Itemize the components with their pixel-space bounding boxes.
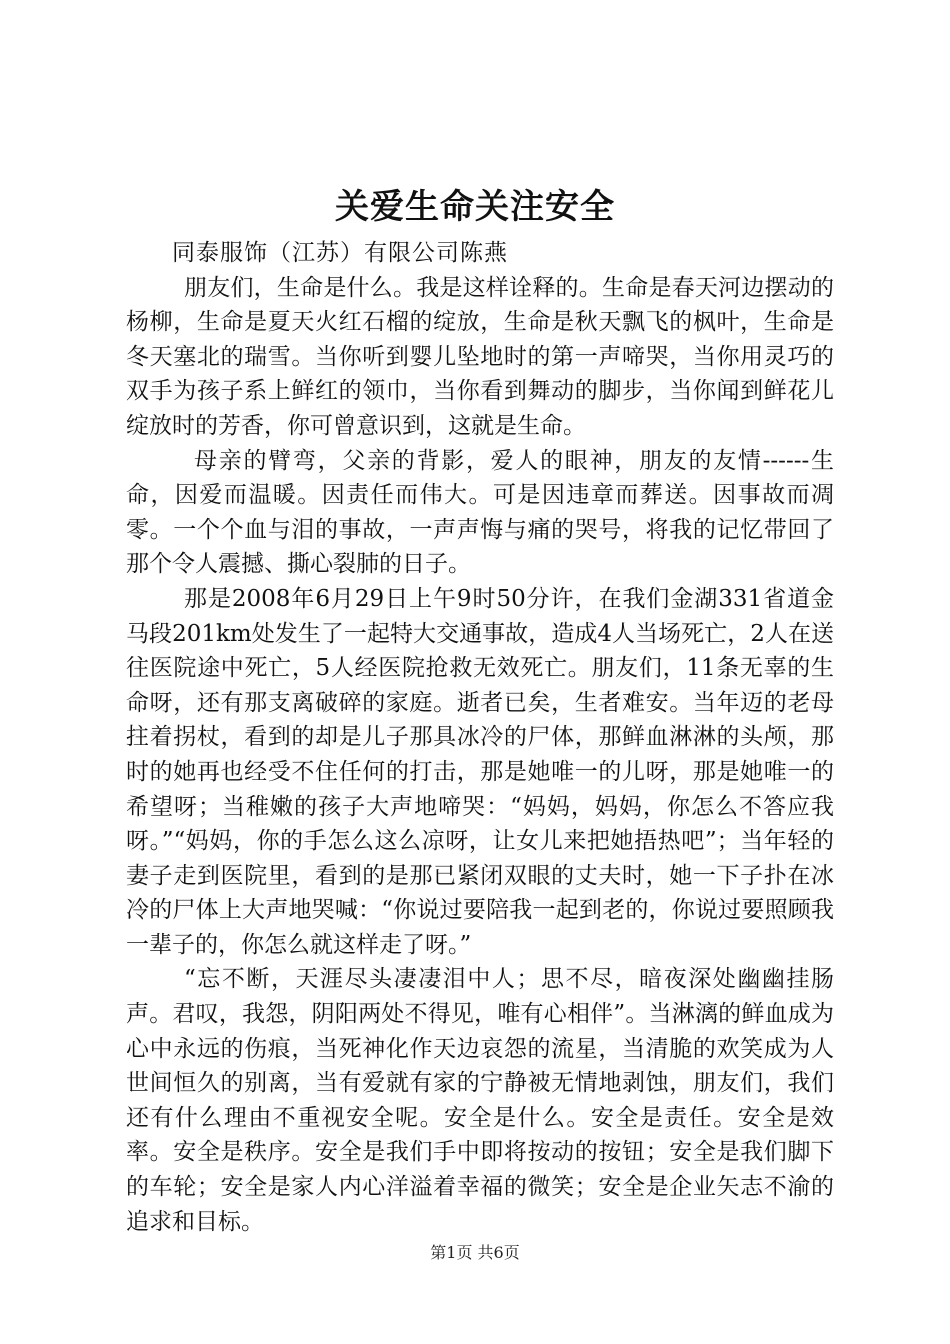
document-title: 关爱生命关注安全 [335, 187, 615, 227]
paragraph-4: “忘不断，天涯尽头凄凄泪中人；思不尽，暗夜深处幽幽挂肠声。君叹，我怨，阴阳两处不得见，唯有心相伴”。当淋漓的鲜血成为心中永远的伤痕，当死神化作天边哀怨的流星，当清脆的欢笑成为人世间恒久的别离，当有爱就有家的宁静被无情地剥蚀，朋友们，我们还有什么理由不重视安全呢。安全是什么。安全是责任。安全是效率。安全是秩序。安全是我们手中即将按动的按钮；安全是我们脚下的车轮；安全是家人内心洋溢着幸福的微笑；安全是企业矢志不渝的追求和目标。 [126, 966, 834, 1235]
author-line: 同泰服饰（江苏）有限公司陈燕 [172, 240, 508, 266]
page-number-footer: 第1页 共6页 [430, 1243, 520, 1262]
paragraph-3: 那是2008年6月29日上午9时50分许，在我们金湖331省道金马段201km处发生了一起特大交通事故，造成4人当场死亡，2人在送往医院途中死亡，5人经医院抢救无效死亡。朋友们，11条无辜的生命呀，还有那支离破碎的家庭。逝者已矣，生者难安。当年迈的老母拄着拐杖，看到的却是儿子那具冰冷的尸体，那鲜血淋淋的头颅，那时的她再也经受不住任何的打击，那是她唯一的儿呀，那是她唯一的希望呀；当稚嫩的孩子大声地啼哭：“妈妈，妈妈，你怎么不答应我呀。”“妈妈，你的手怎么这么凉呀，让女儿来把她捂热吧”；当年轻的妻子走到医院里，看到的是那已紧闭双眼的丈夫时，她一下子扑在冰冷的尸体上大声地哭喊：“你说过要陪我一起到老的，你说过要照顾我一辈子的，你怎么就这样走了呀。” [126, 585, 834, 958]
document-body [126, 236, 834, 1239]
paragraph-2: 母亲的臂弯，父亲的背影，爱人的眼神，朋友的友情------生命，因爱而温暖。因责任而伟大。可是因违章而葬送。因事故而凋零。一个个血与泪的事故，一声声悔与痛的哭号，将我的记忆带回了那个令人震撼、撕心裂肺的日子。 [126, 447, 834, 578]
paragraph-1: 朋友们，生命是什么。我是这样诠释的。生命是春天河边摆动的杨柳，生命是夏天火红石榴的绽放，生命是秋天飘飞的枫叶，生命是冬天塞北的瑞雪。当你听到婴儿坠地时的第一声啼哭，当你用灵巧的双手为孩子系上鲜红的领巾，当你看到舞动的脚步，当你闻到鲜花儿绽放时的芳香，你可曾意识到，这就是生命。 [126, 274, 834, 439]
